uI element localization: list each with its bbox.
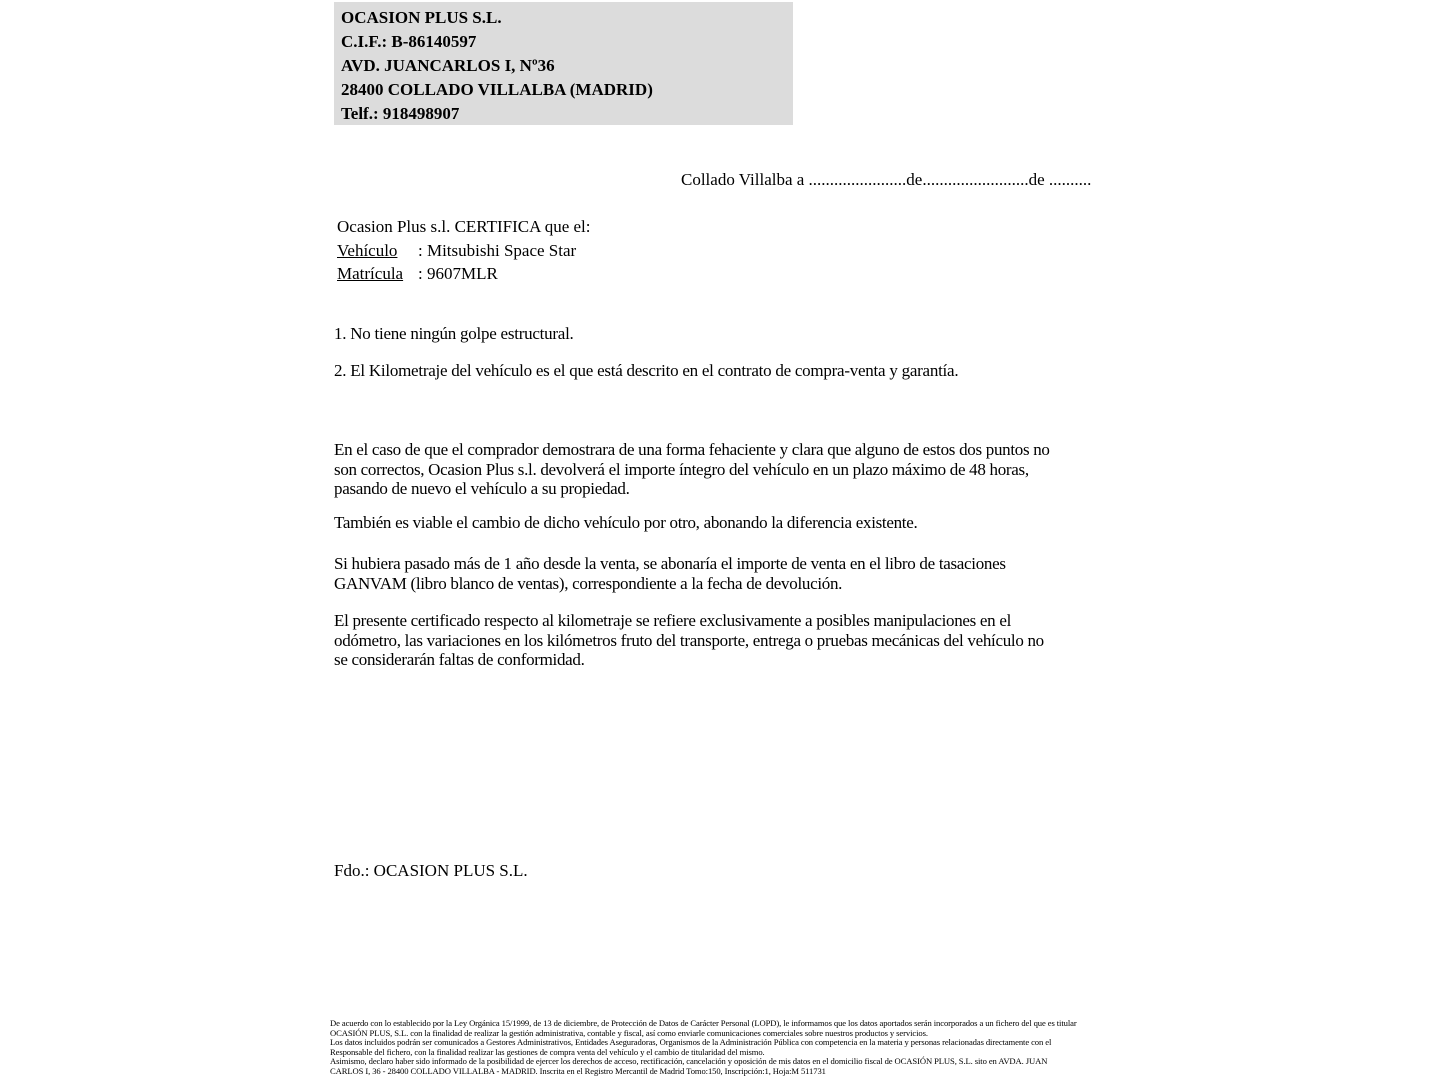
paragraph-line: son correctos, Ocasion Plus s.l. devolverá el importe íntegro del vehículo en un plazo máximo de 48 horas,	[334, 459, 1029, 479]
vehicle-label: Vehículo	[337, 240, 398, 260]
company-cif: C.I.F.: B-86140597	[341, 32, 477, 51]
legal-footer-line: Los datos incluidos podrán ser comunicados a Gestores Administrativos, Entidades Aseguradoras, Organismos de la Administración Pública con competencia en la materia y personas relacionadas directamente con el	[330, 1037, 1052, 1048]
letterhead-box	[334, 2, 793, 125]
plate-row	[337, 262, 591, 286]
legal-footer	[330, 1019, 1077, 1077]
paragraph-line: GANVAM (libro blanco de ventas), correspondiente a la fecha de devolución.	[334, 573, 843, 593]
legal-footer-line: Responsable del fichero, con la finalidad realizar las gestiones de compra venta del vehículo y el cambio de titularidad del mismo.	[330, 1046, 765, 1057]
paragraph-line: También es viable el cambio de dicho vehículo por otro, abonando la diferencia existente.	[334, 513, 918, 532]
paragraph-line: El presente certificado respecto al kilometraje se refiere exclusivamente a posibles manipulaciones en el	[334, 611, 1011, 630]
paragraph-line: odómetro, las variaciones en los kilómetros fruto del transporte, entrega o pruebas mecánicas del vehículo no	[334, 630, 1044, 650]
legal-footer-line: CARLOS I, 36 - 28400 COLLADO VILLALBA - MADRID. Inscrita en el Registro Mercantil de Madrid Tomo:150, Inscripción:1, Hoja:M 511731	[330, 1065, 826, 1076]
paragraph-line: En el caso de que el comprador demostrara de una forma fehaciente y clara que alguno de estos dos puntos no	[334, 440, 1050, 459]
certification-block	[337, 215, 591, 286]
paragraph-line: Si hubiera pasado más de 1 año desde la venta, se abonaría el importe de venta en el libro de tasaciones	[334, 554, 1006, 573]
paragraph-odometer-disclaimer	[334, 611, 1044, 670]
paragraph-line: se considerarán faltas de conformidad.	[334, 650, 585, 670]
company-city: 28400 COLLADO VILLALBA (MADRID)	[341, 80, 653, 99]
date-fill-in-line: Collado Villalba a .......................de.........................de ..........	[681, 170, 1092, 189]
condition-item-2: 2. El Kilometraje del vehículo es el que está descrito en el contrato de compra-venta y garantía.	[334, 361, 959, 380]
paragraph-ganvam-valuation	[334, 554, 1006, 593]
legal-footer-line: OCASIÓN PLUS, S.L. con la finalidad de realizar la gestión administrativa, contable y fiscal, así como enviarle comunicaciones comerciales sobre nuestros productos y servicios.	[330, 1027, 928, 1038]
plate-value: : 9607MLR	[418, 264, 498, 283]
paragraph-exchange-option	[334, 513, 917, 533]
paragraph-refund-policy	[334, 440, 1050, 499]
certify-intro: Ocasion Plus s.l. CERTIFICA que el:	[337, 217, 591, 236]
company-address: AVD. JUANCARLOS I, Nº36	[341, 56, 555, 75]
company-name: OCASION PLUS S.L.	[341, 8, 502, 27]
legal-footer-line: Asimismo, declaro haber sido informado de la posibilidad de ejercer los derechos de acceso, rectificación, cancelación y oposición de mis datos en el domicilio fiscal de OCASIÓN PLUS, S.L. sito en AVDA. JUAN	[330, 1056, 1048, 1067]
plate-label: Matrícula	[337, 264, 404, 283]
vehicle-row	[337, 239, 591, 263]
signature-line: Fdo.: OCASION PLUS S.L.	[334, 861, 528, 880]
legal-footer-line: De acuerdo con lo establecido por la Ley Orgánica 15/1999, de 13 de diciembre, de Protección de Datos de Carácter Personal (LOPD), le informamos que los datos aportados serán incorporados a un fichero del que es titular	[330, 1018, 1077, 1028]
company-phone: Telf.: 918498907	[341, 104, 460, 123]
paragraph-line: pasando de nuevo el vehículo a su propiedad.	[334, 479, 630, 499]
vehicle-value: : Mitsubishi Space Star	[418, 240, 577, 260]
condition-item-1: 1. No tiene ningún golpe estructural.	[334, 324, 574, 343]
